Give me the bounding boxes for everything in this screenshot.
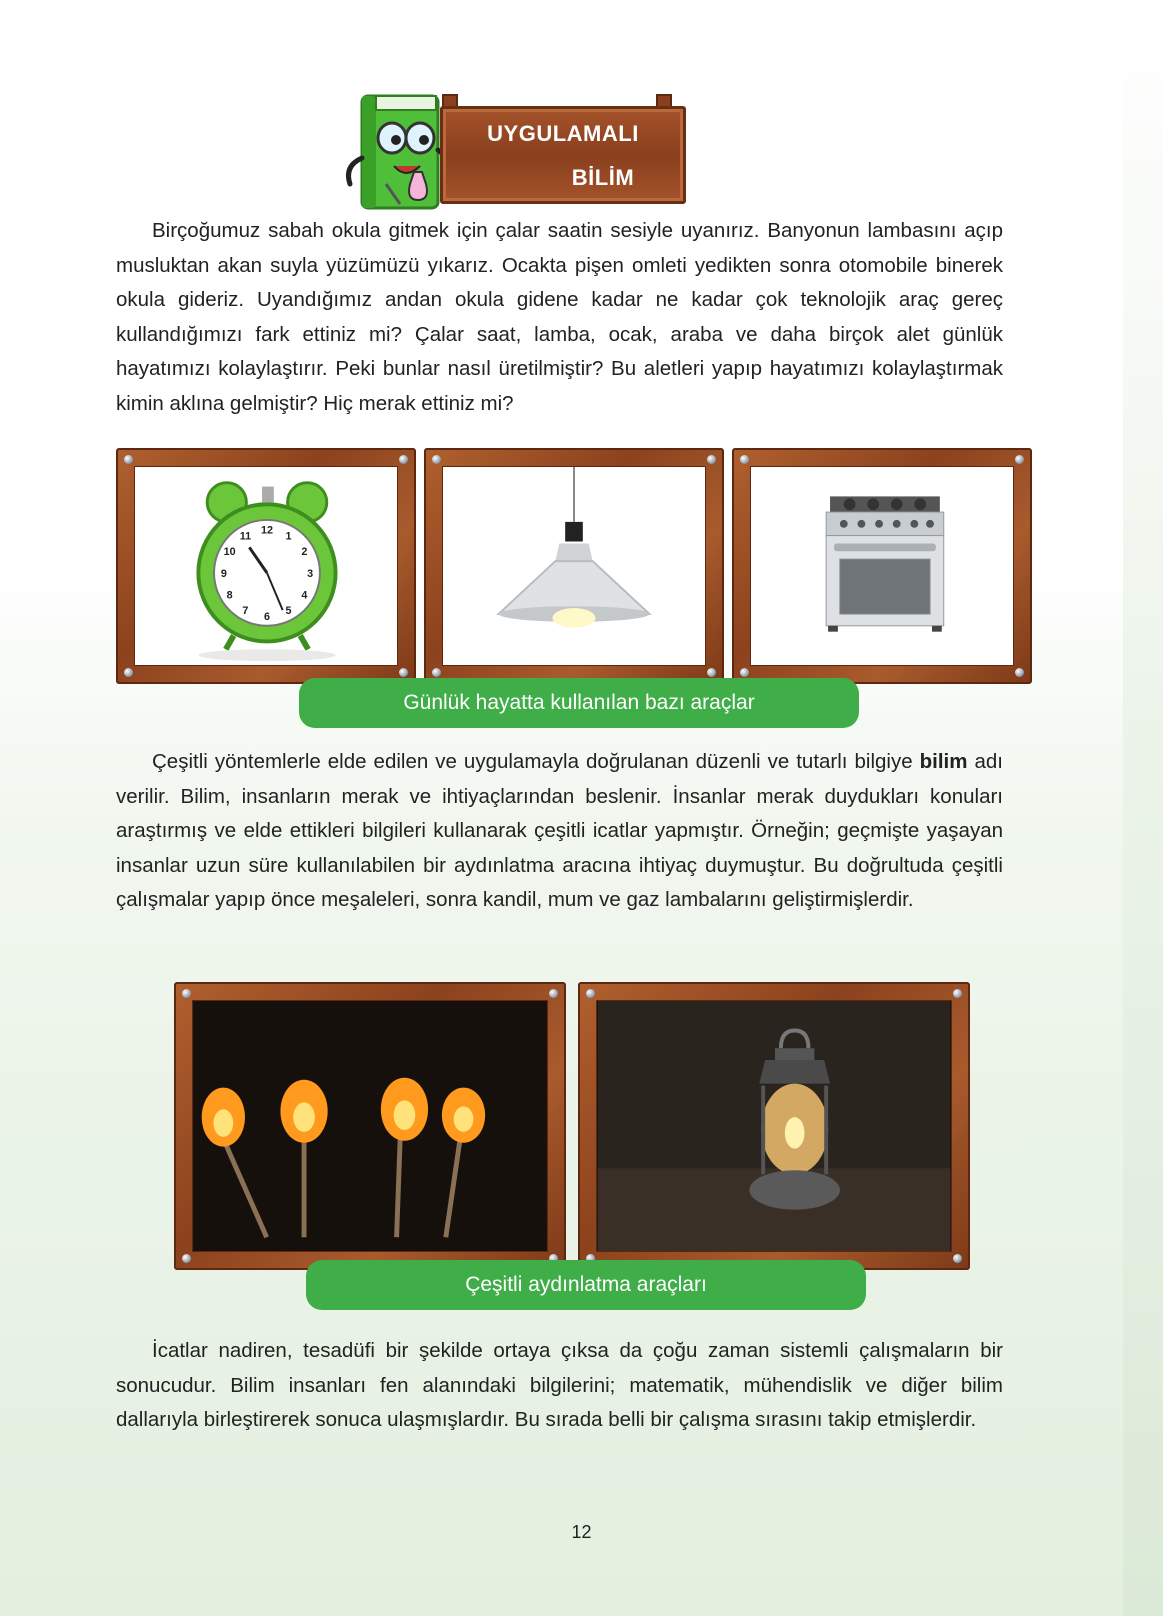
clock-number: 6 — [263, 610, 270, 623]
stove-oven-image — [751, 467, 1013, 665]
caption-daily-tools: Günlük hayatta kullanılan bazı araçlar — [299, 678, 859, 728]
alarm-clock-image — [135, 467, 397, 665]
torches-image — [193, 1001, 547, 1251]
page-edge-strip — [1123, 0, 1163, 1616]
clock-number: 2 — [301, 546, 308, 559]
bold-term-bilim: bilim — [919, 750, 968, 773]
frame-clock — [116, 448, 416, 684]
oil-lantern-image — [597, 1001, 951, 1251]
paragraph-science-definition — [116, 745, 1003, 918]
clock-number: 4 — [301, 589, 308, 602]
clock-number: 11 — [239, 530, 252, 543]
caption-lighting-tools: Çeşitli aydınlatma araçları — [306, 1260, 866, 1310]
clock-number: 9 — [220, 567, 227, 580]
clock-number: 8 — [226, 589, 233, 602]
paragraph-inventions: İcatlar nadiren, tesadüfi bir şekilde ortaya çıksa da çoğu zaman sistemli çalışmaların bir sonucudur. Bilim insanları fen alanındaki bilgilerini; matematik, mühendislik ve diğer bilim dallarıyla birleştirerek sonuca ulaşmışlardır. Bu sırada belli bir çalışma sırasını takip etmişlerdir. — [116, 1339, 1003, 1431]
section-header — [340, 88, 700, 218]
paragraph-science-text-1: Çeşitli yöntemlerle elde edilen ve uygulamayla doğrulanan düzenli ve tutarlı bilgiye — [152, 750, 920, 773]
paragraph-intro: Birçoğumuz sabah okula gitmek için çalar saatin sesiyle uyanırız. Banyonun lambasını açıp musluktan akan suyla yüzümüzü yıkarız. Ocakta pişen omleti yedikten sonra otomobile binerek okula gideriz. Uyandığımız andan okula gidene kadar ne kadar çok teknolojik araç gereç kullandığımızı fark ettiniz mi? Çalar saat, lamba, ocak, araba ve daha birçok alet günlük hayatımızı kolaylaştırır. Peki bunlar nasıl üretilmiştir? Bu aletleri yapıp hayatımızı kolaylaştırmak kimin aklına gelmiştir? Hiç merak ettiniz mi? — [116, 219, 1003, 415]
clock-number: 7 — [242, 605, 249, 618]
frame-lamp — [424, 448, 724, 684]
header-title-line2: BİLİM — [571, 165, 635, 190]
clock-number: 3 — [307, 567, 314, 580]
frame-lantern — [578, 982, 970, 1270]
clock-number: 5 — [285, 605, 292, 618]
wooden-sign — [440, 106, 686, 204]
page-number: 12 — [571, 1522, 592, 1542]
clock-number: 1 — [285, 530, 292, 543]
frame-stove — [732, 448, 1032, 684]
clock-number: 12 — [260, 524, 273, 537]
frame-torches — [174, 982, 566, 1270]
header-title-line1: UYGULAMALI — [487, 121, 639, 146]
paragraph-science-text-2: adı verilir. Bilim, insanların merak ve ihtiyaçlarından beslenir. İnsanlar merak duydukları konuları araştırmış ve elde ettikleri bilgileri kullanarak çeşitli icatlar yapmıştır. Örneğin; geçmişte yaşayan insanlar uzun süre kullanılabilen bir aydınlatma aracına ihtiyaç duymuştur. Bu doğrultuda çeşitli çalışmalar yapıp önce meşaleleri, sonra kandil, mum ve gaz lambalarını geliştirmişlerdir. — [116, 750, 1003, 911]
pendant-lamp-image — [443, 467, 705, 665]
clock-number: 10 — [223, 546, 236, 559]
